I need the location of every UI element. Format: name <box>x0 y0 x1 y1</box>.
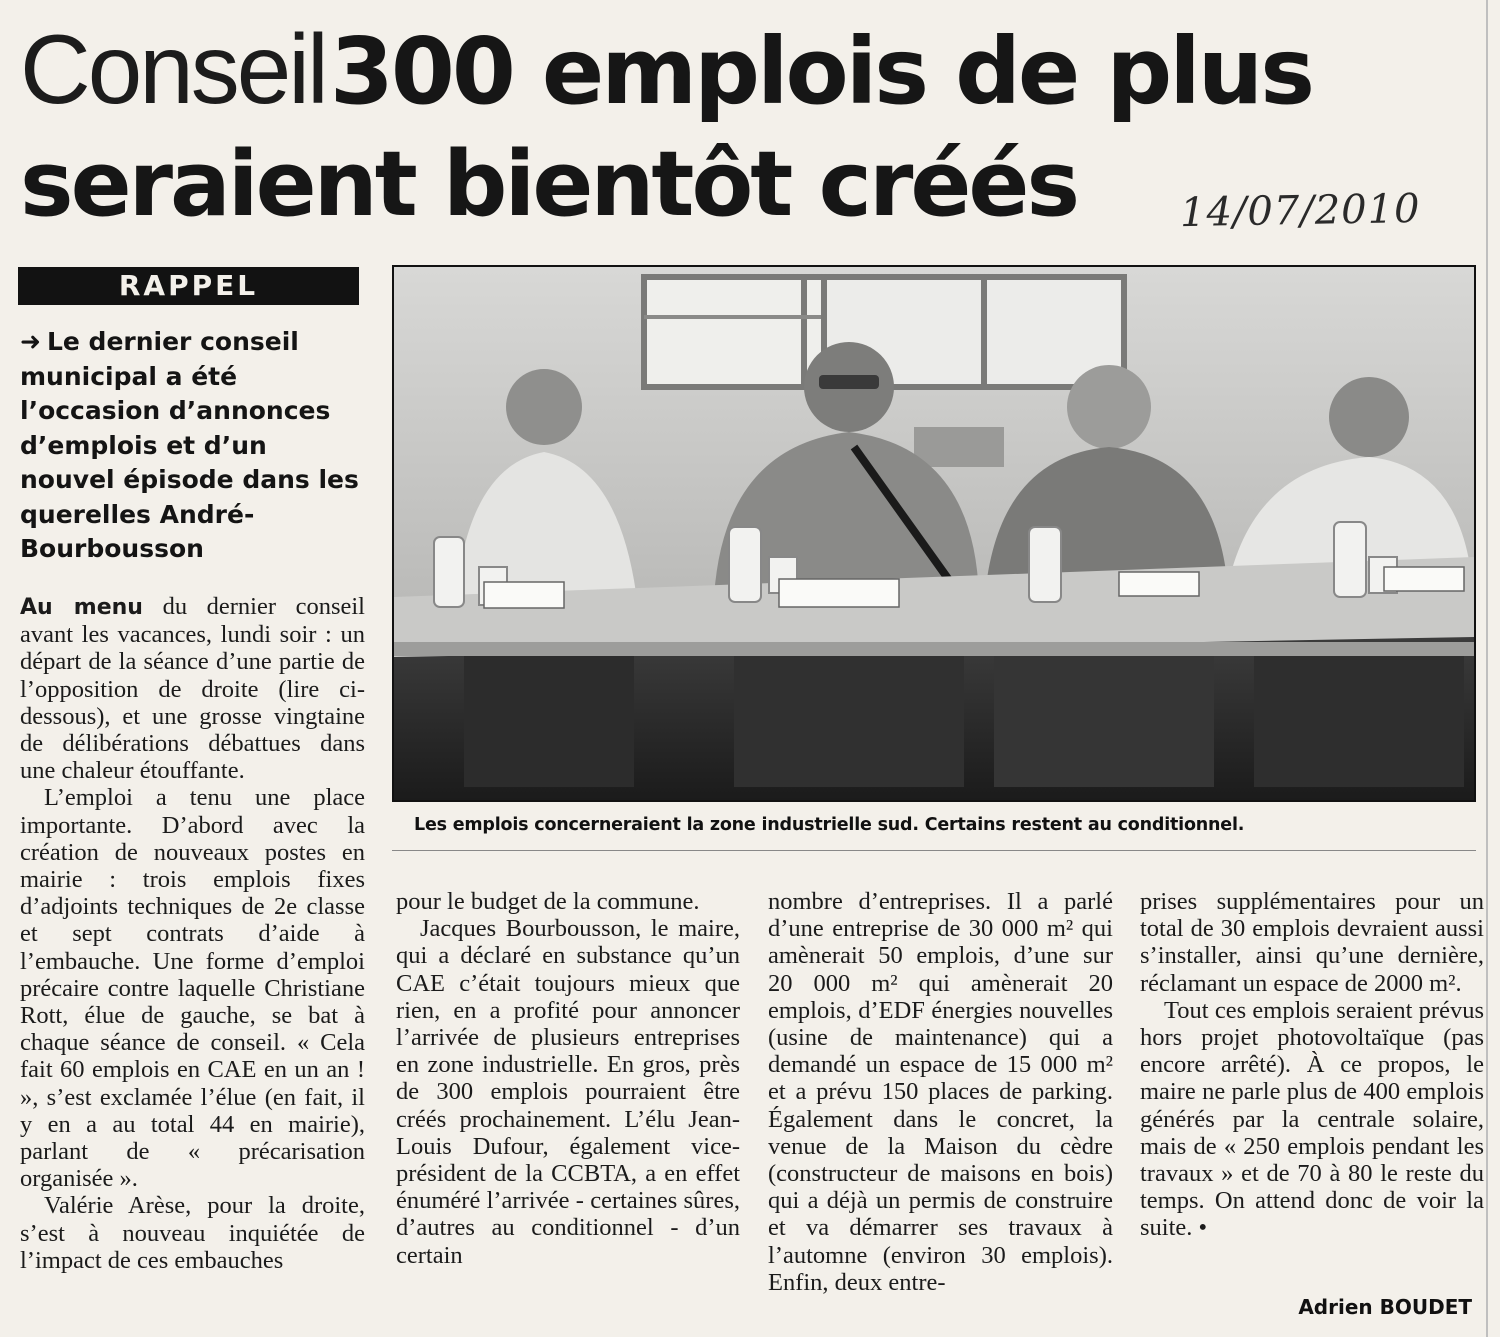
paragraph-text: du dernier conseil avant les vacances, lundi soir : un départ de la séance d’une partie de l’opposition de droite (lire ci-dessous), et une grosse vingtaine de délibérations débattues dans une chaleur étouffante. <box>20 593 365 785</box>
paragraph: Jacques Bourbousson, le maire, qui a déclaré en substance qu’un CAE c’était toujours mieux que rien, en a profité pour annoncer l’arrivée de plusieurs entreprises en zone industrielle. En gros, près de 300 emplois pourraient être créés prochainement. L’élu Jean-Louis Dufour, également vice-président de la CCBTA, a en effet énuméré l’arrivée - certaines sûres, d’autres au conditionnel - d’un certain <box>396 915 740 1269</box>
article-column-2 <box>396 888 740 1269</box>
section-label: RAPPEL <box>18 267 359 305</box>
council-meeting-illustration <box>394 267 1474 800</box>
lead-text: Le dernier conseil municipal a été l’occasion d’annonces d’emplois et d’un nouvel épisode dans les querelles André- Bourbousson <box>20 327 359 563</box>
paragraph: nombre d’entreprises. Il a parlé d’une entreprise de 30 000 m² qui amènerait 50 emplois, d’une sur 20 000 m² qui amènerait 20 emplois, d’EDF énergies nouvelles (usine de maintenance) qui a demandé un espace de 15 000 m² et a prévu 150 places de parking. Également dans le concret, la venue de la Maison du cèdre (constructeur de maisons en bois) qui a déjà un permis de construire et va démarrer ses travaux à l’automne (environ 30 emplois). Enfin, deux entre- <box>768 888 1113 1296</box>
handwritten-date: 14/07/2010 <box>1179 185 1421 237</box>
runin-text: Au menu <box>20 595 143 620</box>
paragraph: Tout ces emplois seraient prévus hors projet photovoltaïque (pas encore arrêté). À ce propos, le maire ne parle plus de 400 emplois générés par la centrale solaire, mais de « 250 emplois pendant les travaux » et de 70 à 80 le reste du temps. On attend donc de voir la suite. • <box>1140 996 1484 1242</box>
column-divider <box>1486 0 1488 1337</box>
headline-line-1 <box>20 14 1313 125</box>
paragraph: L’emploi a tenu une place importante. D’abord avec la création de nouveaux postes en mairie : trois emplois fixes d’adjoints techniques de 2e classe et sept contrats d’aide à l’embauche. Une forme d’emploi précaire contre laquelle Christiane Rott, élue de gauche, se bat à chaque séance de conseil. « Cela fait 60 emplois en CAE en un an ! », s’est exclamée l’élue (en fait, il y en a au total 44 en mairie), parlant de « précarisation organisée ». <box>20 784 365 1193</box>
byline: Adrien BOUDET <box>1298 1295 1472 1319</box>
paragraph: pour le budget de la commune. <box>396 888 700 915</box>
lead-paragraph <box>20 325 365 567</box>
article-column-3 <box>768 888 1113 1296</box>
paragraph <box>20 593 365 784</box>
photo-caption-text: Les emplois concerneraient la zone industrielle sud. Certains restent au conditionnel. <box>414 815 1245 835</box>
article-column-1 <box>20 593 365 1274</box>
headline-line-2 <box>20 132 1078 237</box>
headline-kicker: Conseil <box>20 14 326 124</box>
paragraph: Valérie Arèse, pour la droite, s’est à nouveau inquiétée de l’impact de ces embauches <box>20 1192 365 1274</box>
headline-main-2: seraient bientôt créés <box>20 132 1078 237</box>
article-column-4 <box>1140 888 1484 1242</box>
paragraph: prises supplémentaires pour un total de 30 emplois devraient aussi s’installer, ainsi qu’une dernière, réclamant un espace de 2000 m². <box>1140 888 1484 997</box>
headline-main-1: 300 emplois de plus <box>329 18 1313 125</box>
arrow-icon: ➜ <box>20 327 41 356</box>
article-photo <box>392 265 1476 802</box>
photo-caption <box>392 802 1476 851</box>
